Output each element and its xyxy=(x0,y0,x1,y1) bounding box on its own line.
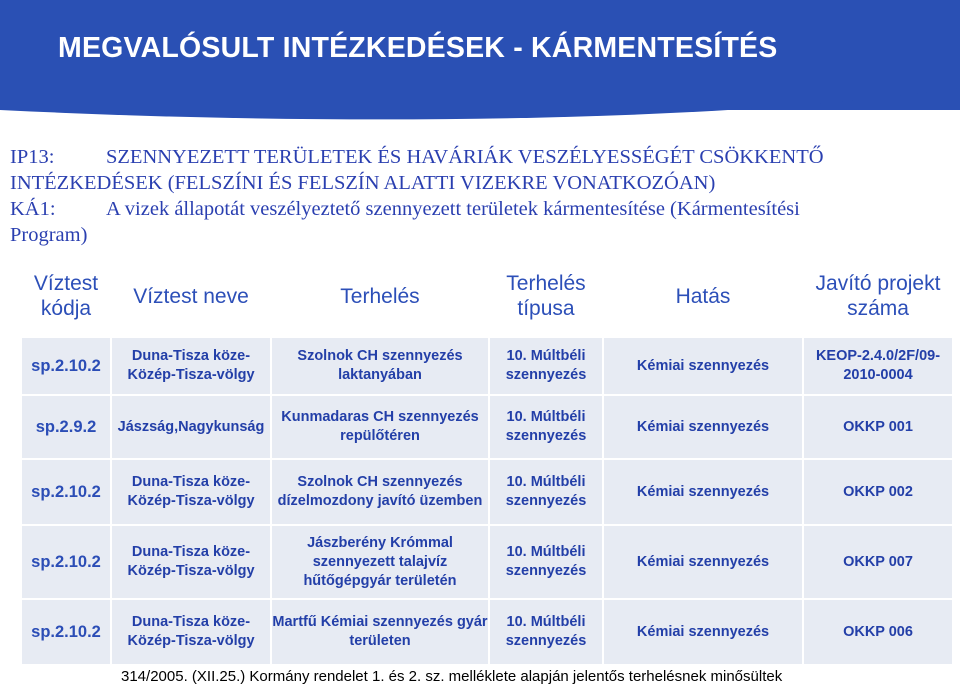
cell-load-type: 10. Múltbéli szennyezés xyxy=(490,338,602,394)
cell-code: sp.2.10.2 xyxy=(22,526,110,598)
cell-name: Duna-Tisza köze- Közép-Tisza-völgy xyxy=(112,526,270,598)
measure-title-cont: INTÉZKEDÉSEK (FELSZÍNI ÉS FELSZÍN ALATTI VIZEKRE VONATKOZÓAN) xyxy=(10,172,716,194)
cell-load: Szolnok CH szennyezés laktanyában xyxy=(272,338,488,394)
cell-name: Duna-Tisza köze- Közép-Tisza-völgy xyxy=(112,600,270,664)
cell-project: OKKP 002 xyxy=(804,460,952,524)
cell-code: sp.2.10.2 xyxy=(22,460,110,524)
cell-load-type: 10. Múltbéli szennyezés xyxy=(490,526,602,598)
table-row xyxy=(22,338,952,394)
cell-name: Jászság,Nagykunság xyxy=(112,396,270,458)
table-row xyxy=(22,396,952,458)
cell-load-type: 10. Múltbéli szennyezés xyxy=(490,600,602,664)
action-title-cont: Program) xyxy=(10,224,88,246)
footnote: 314/2005. (XII.25.) Kormány rendelet 1. és 2. sz. melléklete alapján jelentős terhelésnek minősültek xyxy=(121,668,783,685)
cell-impact: Kémiai szennyezés xyxy=(604,396,802,458)
cell-impact: Kémiai szennyezés xyxy=(604,460,802,524)
cell-name: Duna-Tisza köze- Közép-Tisza-völgy xyxy=(112,460,270,524)
table-row xyxy=(22,460,952,524)
action-code: KÁ1: xyxy=(10,198,56,220)
cell-project: OKKP 006 xyxy=(804,600,952,664)
cell-code: sp.2.10.2 xyxy=(22,600,110,664)
cell-impact: Kémiai szennyezés xyxy=(604,338,802,394)
cell-project: OKKP 001 xyxy=(804,396,952,458)
col-header-load-type: Terhelés típusa xyxy=(490,256,602,336)
col-header-code: Víztest kódja xyxy=(22,256,110,336)
cell-load: Szolnok CH szennyezés dízelmozdony javító üzemben xyxy=(272,460,488,524)
col-header-name: Víztest neve xyxy=(112,256,270,336)
page-title: MEGVALÓSULT INTÉZKEDÉSEK - KÁRMENTESÍTÉS xyxy=(58,32,778,64)
measure-code: IP13: xyxy=(10,146,55,168)
cell-load-type: 10. Múltbéli szennyezés xyxy=(490,396,602,458)
col-header-load: Terhelés xyxy=(272,256,488,336)
measure-title: SZENNYEZETT TERÜLETEK ÉS HAVÁRIÁK VESZÉLYESSÉGÉT CSÖKKENTŐ xyxy=(106,146,824,168)
cell-load: Jászberény Krómmal szennyezett talajvíz hűtőgépgyár területén xyxy=(272,526,488,598)
action-title: A vizek állapotát veszélyeztető szennyezett területek kármentesítése (Kármentesítési xyxy=(106,198,800,220)
cell-load: Martfű Kémiai szennyezés gyár területen xyxy=(272,600,488,664)
col-header-impact: Hatás xyxy=(604,256,802,336)
cell-load: Kunmadaras CH szennyezés repülőtéren xyxy=(272,396,488,458)
cell-load-type: 10. Múltbéli szennyezés xyxy=(490,460,602,524)
table-header xyxy=(22,256,952,336)
banner-wave xyxy=(0,70,960,120)
remediation-table xyxy=(20,254,954,666)
cell-impact: Kémiai szennyezés xyxy=(604,526,802,598)
col-header-project: Javító projekt száma xyxy=(804,256,952,336)
intro-text xyxy=(10,144,950,248)
cell-impact: Kémiai szennyezés xyxy=(604,600,802,664)
cell-name: Duna-Tisza köze- Közép-Tisza-völgy xyxy=(112,338,270,394)
table-row xyxy=(22,600,952,664)
cell-code: sp.2.9.2 xyxy=(22,396,110,458)
cell-project: KEOP-2.4.0/2F/09- 2010-0004 xyxy=(804,338,952,394)
cell-code: sp.2.10.2 xyxy=(22,338,110,394)
cell-project: OKKP 007 xyxy=(804,526,952,598)
table-row xyxy=(22,526,952,598)
